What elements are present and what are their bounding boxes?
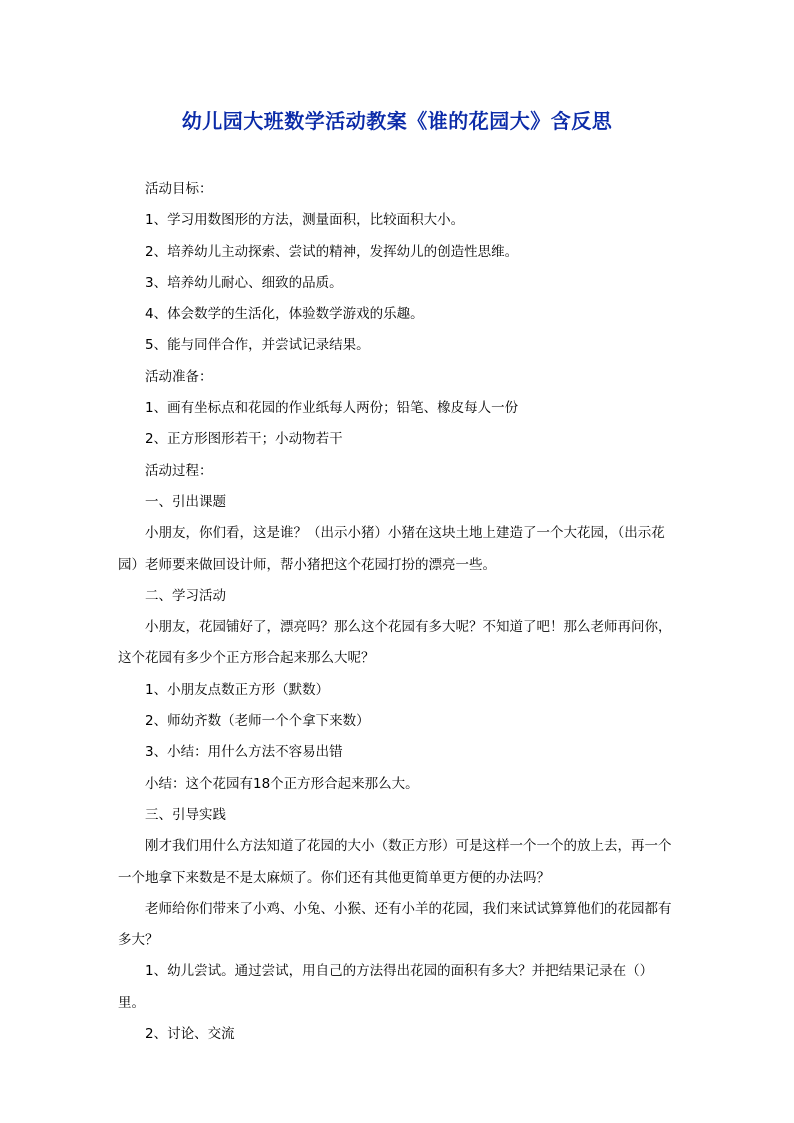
paragraph: 3、小结：用什么方法不容易出错 <box>145 744 343 761</box>
paragraph: 活动目标： <box>145 181 213 197</box>
document-title: 幼儿园大班数学活动教案《谁的花园大》含反思 <box>181 109 613 133</box>
paragraph: 活动过程： <box>145 462 213 479</box>
paragraph: 2、正方形图形若干；小动物若干 <box>145 431 343 448</box>
paragraph: 1、画有坐标点和花园的作业纸每人两份；铅笔、橡皮每人一份 <box>145 400 519 417</box>
paragraph: 2、讨论、交流 <box>145 1026 235 1043</box>
paragraph: 1、小朋友点数正方形（默数） <box>145 681 330 698</box>
paragraph: 小朋友，花园铺好了，漂亮吗？那么这个花园有多大呢？不知道了吧！那么老师再问你，这个花园有多少个正方形合起来那么大呢？ <box>118 619 672 667</box>
paragraph: 刚才我们用什么方法知道了花园的大小（数正方形）可是这样一个一个的放上去，再一个一个地拿下来数是不是太麻烦了。你们还有其他更简单更方便的办法吗？ <box>118 838 672 886</box>
paragraph: 5、能与同伴合作，并尝试记录结果。 <box>145 337 370 354</box>
paragraph: 小结：这个花园有18个正方形合起来那么大。 <box>145 775 419 792</box>
paragraph: 活动准备： <box>145 368 213 385</box>
paragraph: 2、师幼齐数（老师一个个拿下来数） <box>145 713 370 730</box>
paragraph: 4、体会数学的生活化，体验数学游戏的乐趣。 <box>145 306 424 323</box>
paragraph: 二、学习活动 <box>145 587 226 604</box>
paragraph: 一、引出课题 <box>145 493 226 510</box>
paragraph: 1、幼儿尝试。通过尝试，用自己的方法得出花园的面积有多大？并把结果记录在（）里。 <box>118 963 654 1011</box>
paragraph: 2、培养幼儿主动探索、尝试的精神，发挥幼儿的创造性思维。 <box>145 243 519 260</box>
paragraph: 1、学习用数图形的方法，测量面积，比较面积大小。 <box>145 212 465 229</box>
paragraph: 三、引导实践 <box>145 806 226 823</box>
paragraph: 老师给你们带来了小鸡、小兔、小猴、还有小羊的花园，我们来试试算算他们的花园都有多大？ <box>118 900 672 949</box>
document-body <box>118 174 678 1050</box>
paragraph: 3、培养幼儿耐心、细致的品质。 <box>145 274 343 291</box>
paragraph: 小朋友，你们看，这是谁？（出示小猪）小猪在这块土地上建造了一个大花园，（出示花园）老师要来做回设计师，帮小猪把这个花园打扮的漂亮一些。 <box>118 525 665 573</box>
